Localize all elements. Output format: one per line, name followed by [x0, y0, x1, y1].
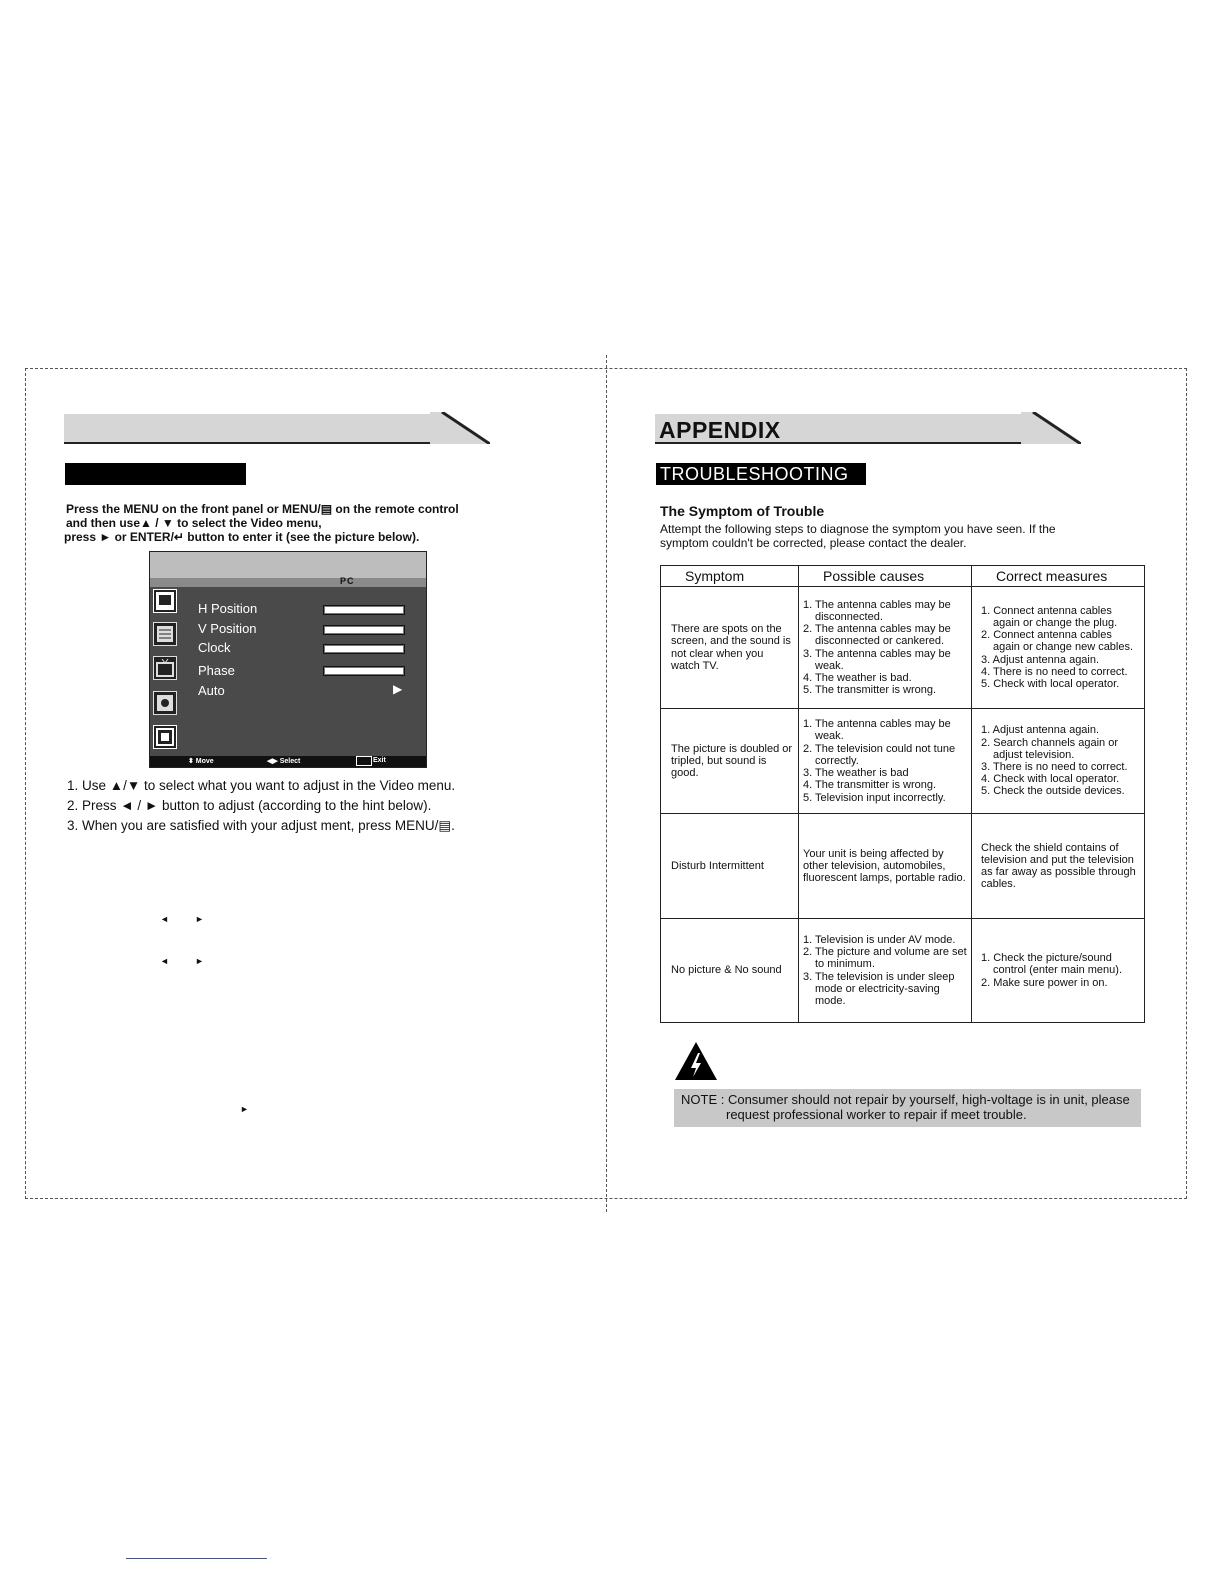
hint-move: ⬍ Move	[188, 758, 214, 765]
table-row	[661, 709, 1145, 814]
hint-select: ◀▶ Select	[267, 758, 301, 765]
symptom-cell: Disturb Intermittent	[661, 814, 799, 919]
step-3: 3. When you are satisfied with your adjust ment, press MENU/▤.	[67, 818, 455, 833]
osd-item-clock[interactable]: Clock	[198, 640, 231, 655]
note-line-2: request professional worker to repair if meet trouble.	[726, 1107, 1027, 1122]
symptom-cell: There are spots on the screen, and the sound is not clear when you watch TV.	[661, 587, 799, 709]
measures-cell	[972, 709, 1145, 814]
symptom-cell: The picture is doubled or tripled, but sound is good.	[661, 709, 799, 814]
h-position-slider[interactable]	[323, 605, 405, 615]
cause-item: 1. The antenna cables may be disconnected.	[803, 598, 951, 623]
tv-menu-icon[interactable]	[153, 656, 177, 680]
instruction-line-2: and then use▲ / ▼ to select the Video menu,	[66, 516, 322, 530]
measure-item: 2. Make sure power in on.	[981, 976, 1108, 989]
measure-item: 1. Connect antenna cables again or change the plug.	[981, 604, 1118, 629]
right-header-bar	[655, 414, 1033, 444]
measure-item: 2. Search channels again or adjust television.	[981, 736, 1118, 761]
arrow-right-icon: ►	[195, 914, 204, 924]
v-position-slider[interactable]	[323, 625, 405, 635]
cause-item: 1. The antenna cables may be weak.	[803, 718, 951, 743]
intro-line-2: symptom couldn't be corrected, please contact the dealer.	[660, 536, 967, 550]
measure-item: 5. Check the outside devices.	[981, 785, 1125, 798]
clock-slider[interactable]	[323, 644, 405, 654]
instruction-line-1: Press the MENU on the front panel or MENU/▤ on the remote control	[66, 502, 459, 516]
cause-item: 2. The television could not tune correctly.	[803, 742, 956, 767]
osd-item-phase[interactable]: Phase	[198, 663, 235, 678]
measure-item: 1. Check the picture/sound control (enter main menu).	[981, 952, 1122, 977]
cause-item: 5. Television input incorrectly.	[803, 791, 946, 804]
measure-item: 4. There is no need to correct.	[981, 665, 1128, 678]
footer-rule	[126, 1558, 267, 1559]
osd-item-auto[interactable]: Auto	[198, 683, 225, 698]
measure-item: 4. Check with local operator.	[981, 773, 1120, 786]
safety-note	[674, 1089, 1141, 1127]
measure-item: 3. There is no need to correct.	[981, 761, 1128, 773]
measure-item: 2. Connect antenna cables again or change new cables.	[981, 629, 1134, 654]
arrow-right-icon: ►	[240, 1104, 249, 1114]
causes-cell	[799, 587, 972, 709]
causes-cell	[799, 709, 972, 814]
measure-item: 1. Adjust antenna again.	[981, 724, 1100, 737]
exit-box-icon	[356, 756, 372, 766]
list-menu-icon[interactable]	[153, 622, 177, 646]
table-row	[661, 587, 1145, 709]
measure-item: 3. Adjust antenna again.	[981, 653, 1100, 666]
osd-tab-bar	[150, 578, 426, 587]
high-voltage-warning-icon	[674, 1041, 718, 1081]
causes-cell	[799, 919, 972, 1023]
osd-title-bar	[150, 552, 426, 578]
cause-item: 3. The weather is bad	[803, 767, 909, 780]
header-measures: Correct measures	[972, 566, 1145, 587]
symptom-subtitle: The Symptom of Trouble	[660, 503, 825, 519]
arrow-left-icon: ◄	[160, 956, 169, 966]
osd-item-h-position[interactable]: H Position	[198, 601, 258, 616]
cause-item: 4. The weather is bad.	[803, 671, 912, 684]
header-causes: Possible causes	[799, 566, 972, 587]
symptom-cell: No picture & No sound	[661, 919, 799, 1023]
cause-item: 3. The television is under sleep mode or electricity-saving mode.	[803, 970, 955, 1007]
header-slant	[1021, 412, 1081, 444]
cause-item: 1. Television is under AV mode.	[803, 933, 956, 946]
intro-line-1: Attempt the following steps to diagnose the symptom you have seen. If the	[660, 522, 1056, 536]
page-fold	[606, 355, 607, 1212]
measures-cell	[972, 919, 1145, 1023]
osd-screen	[149, 551, 427, 768]
note-line-1: NOTE : Consumer should not repair by yourself, high-voltage is in unit, please	[681, 1092, 1130, 1107]
cause-item: 3. The antenna cables may be weak.	[803, 647, 951, 672]
causes-cell: Your unit is being affected by other television, automobiles, fluorescent lamps, portable radio.	[799, 814, 972, 919]
left-section-tab	[65, 463, 246, 485]
arrow-left-icon: ◄	[160, 914, 169, 924]
left-header-bar	[64, 414, 442, 444]
cause-item: 2. The antenna cables may be disconnected or cankered.	[803, 623, 951, 648]
step-1: 1. Use ▲/▼ to select what you want to adjust in the Video menu.	[67, 778, 456, 793]
measures-cell	[972, 587, 1145, 709]
measure-item: 5. Check with local operator.	[981, 678, 1120, 690]
table-header-row	[661, 566, 1145, 587]
appendix-title: APPENDIX	[659, 417, 781, 443]
phase-slider[interactable]	[323, 666, 405, 676]
osd-hint-bar	[150, 756, 426, 767]
cause-item: 5. The transmitter is wrong.	[803, 684, 937, 697]
header-slant	[430, 412, 490, 444]
cause-item: 4. The transmitter is wrong.	[803, 779, 937, 792]
troubleshooting-table	[660, 565, 1145, 1023]
table-row	[661, 919, 1145, 1023]
instruction-line-3: press ► or ENTER/↵ button to enter it (see the picture below).	[64, 530, 420, 544]
table-row	[661, 814, 1145, 919]
pc-menu-icon[interactable]	[153, 725, 177, 749]
osd-tab-label: PC	[340, 576, 355, 586]
header-symptom: Symptom	[661, 566, 799, 587]
hint-exit: Exit	[373, 757, 386, 764]
osd-item-v-position[interactable]: V Position	[198, 621, 257, 636]
step-2: 2. Press ◄ / ► button to adjust (according to the hint below).	[67, 798, 432, 813]
arrow-right-icon: ►	[195, 956, 204, 966]
measures-cell: Check the shield contains of television and put the television as far away as possible through cables.	[972, 814, 1145, 919]
cause-item: 2. The picture and volume are set to minimum.	[803, 946, 967, 971]
auto-arrow-icon: ▶	[393, 682, 403, 696]
troubleshooting-title: TROUBLESHOOTING	[660, 464, 849, 484]
picture-menu-icon[interactable]	[153, 589, 177, 613]
troubleshooting-tab	[656, 463, 866, 485]
function-menu-icon[interactable]	[153, 691, 177, 715]
